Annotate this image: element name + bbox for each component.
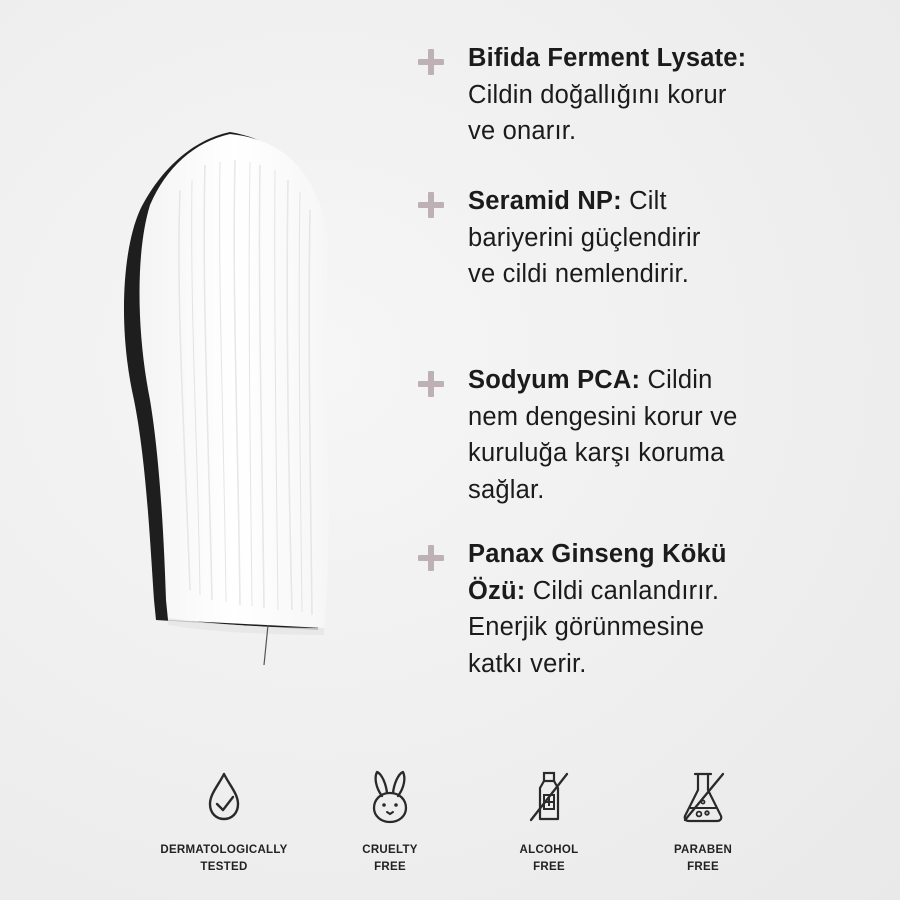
feature-sodyum-pca [418, 362, 858, 508]
badge-label-line1: DERMATOLOGICALLY [160, 844, 288, 856]
badge-cruelty-free [305, 760, 475, 876]
feature-description-line: nem dengesini korur ve [468, 402, 738, 431]
badge-label-line1: CRUELTY [362, 844, 418, 856]
feature-description-line: Cildin [640, 366, 713, 394]
badge-label-line2: FREE [687, 861, 719, 873]
feature-description-line: Cilt [621, 187, 667, 215]
feature-description-line: katkı verir. [468, 649, 587, 678]
feature-panax-ginseng [418, 536, 858, 682]
feature-description-line: Cildi canlandırır. [525, 576, 720, 605]
feature-description-line: ve onarır. [468, 117, 577, 145]
feature-bifida-ferment-lysate [418, 40, 858, 150]
badge-dermatologically-tested [139, 760, 309, 876]
feature-title: Sodyum PCA: [468, 366, 641, 394]
feature-title: Bifida Ferment Lysate: [468, 44, 747, 72]
badge-paraben-free [618, 760, 788, 876]
feature-description-line: ve cildi nemlendirir. [468, 260, 690, 288]
feature-description-line: sağlar. [468, 475, 545, 504]
feature-description-line: Enerjik görünmesine [468, 613, 705, 641]
feature-title: Özü: [468, 576, 526, 605]
flask-crossed-icon [673, 766, 733, 826]
alcohol-bottle-crossed-icon [519, 766, 579, 826]
plus-icon [418, 192, 444, 218]
badge-label-line2: TESTED [200, 861, 248, 873]
feature-title: Seramid NP: [468, 187, 622, 215]
feature-description-line: Cildin doğallığını korur [468, 80, 727, 109]
badge-label-line1: ALCOHOL [519, 844, 579, 856]
feature-seramid-np [418, 183, 858, 293]
feature-description-line: kuruluğa karşı koruma [468, 439, 725, 467]
plus-icon [418, 371, 444, 397]
feature-title: Panax Ginseng Kökü [468, 540, 727, 568]
plus-icon [418, 545, 444, 571]
badge-alcohol-free [464, 760, 634, 876]
rabbit-icon [360, 766, 420, 826]
plus-icon [418, 49, 444, 75]
badge-label-line2: FREE [374, 861, 406, 873]
badge-label-line1: PARABEN [673, 844, 733, 856]
badge-label-line2: FREE [533, 861, 565, 873]
certification-badges [0, 760, 900, 900]
drop-check-icon [194, 766, 254, 826]
feature-description-line: bariyerini güçlendirir [468, 223, 701, 252]
